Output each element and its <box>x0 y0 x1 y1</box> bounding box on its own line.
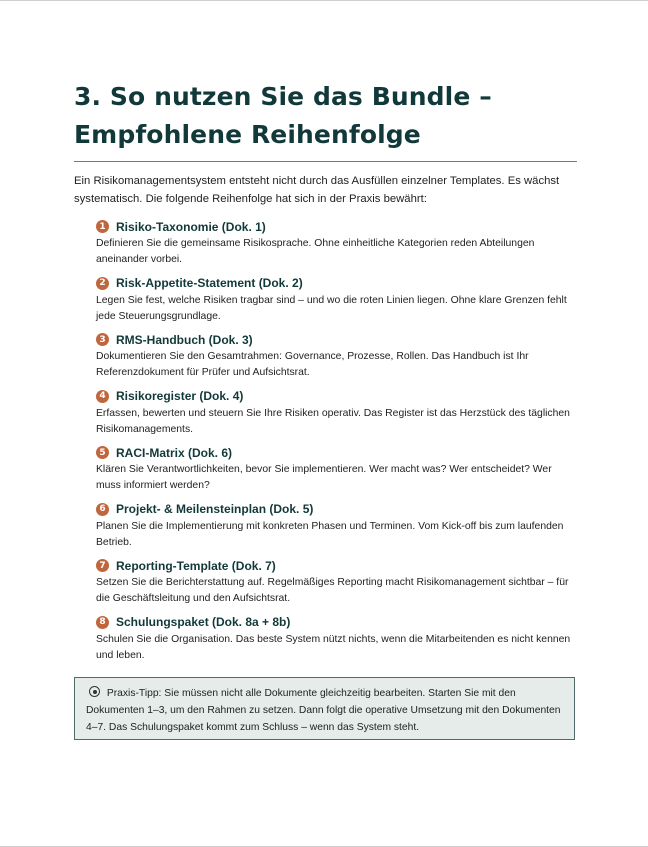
step-item <box>96 275 577 325</box>
step-item <box>96 444 577 494</box>
step-description: Planen Sie die Implementierung mit konkreten Phasen und Terminen. Vom Kick-off bis zum laufenden Betrieb. <box>96 520 564 548</box>
step-header <box>96 331 577 348</box>
step-title: RMS-Handbuch (Dok. 3) <box>116 332 253 347</box>
step-item <box>96 331 577 381</box>
step-number-badge: 1 <box>96 220 109 233</box>
step-title: Schulungspaket (Dok. 8a + 8b) <box>116 615 291 629</box>
step-header <box>96 614 577 631</box>
step-list <box>74 218 577 664</box>
step-description: Dokumentieren Sie den Gesamtrahmen: Governance, Prozesse, Rollen. Das Handbuch ist Ihr Referenzdokument für Prüfer und Aufsichtsrat. <box>96 351 529 378</box>
step-item <box>96 614 577 664</box>
step-title: Risk-Appetite-Statement (Dok. 2) <box>116 276 303 290</box>
step-item <box>96 557 577 607</box>
step-title: Projekt- & Meilensteinplan (Dok. 5) <box>116 502 314 516</box>
step-item <box>96 388 577 438</box>
step-item <box>96 501 577 551</box>
practice-tip-box <box>74 677 575 740</box>
step-header <box>96 275 577 292</box>
page-top-edge <box>0 0 648 1</box>
step-number-badge: 3 <box>96 333 109 346</box>
practice-tip-text: Praxis-Tipp: Sie müssen nicht alle Dokumente gleichzeitig bearbeiten. Starten Sie mit den Dokumenten 1–3, um den Rahmen zu setzen. Dann folgt die operative Umsetzung mit den Dokumenten 4–7. Das Schulungspaket kommt zum Schluss – wenn das System steht. <box>86 688 561 733</box>
step-header <box>96 557 577 574</box>
step-number-badge: 5 <box>96 446 109 459</box>
intro-paragraph: Ein Risikomanagementsystem entsteht nicht durch das Ausfüllen einzelner Templates. Es wächst systematisch. Die folgende Reihenfolge hat sich in der Praxis bewährt: <box>74 175 560 205</box>
step-description: Klären Sie Verantwortlichkeiten, bevor Sie implementieren. Wer macht was? Wer entscheidet? Wer muss informiert werden? <box>96 464 552 491</box>
step-description: Setzen Sie die Berichterstattung auf. Regelmäßiges Reporting macht Risikomanagement sichtbar – für die Geschäftsleitung und den Aufsichtsrat. <box>96 577 569 604</box>
step-number-badge: 7 <box>96 559 109 572</box>
step-title: Reporting-Template (Dok. 7) <box>116 558 276 573</box>
step-number-badge: 2 <box>96 277 109 290</box>
target-icon <box>89 686 100 697</box>
step-number-badge: 8 <box>96 616 109 629</box>
step-description: Legen Sie fest, welche Risiken tragbar sind – und wo die roten Linien liegen. Ohne klare Grenzen fehlt jede Steuerungsgrundlage. <box>96 294 567 322</box>
step-description: Schulen Sie die Organisation. Das beste System nützt nichts, wenn die Mitarbeitenden es nicht kennen und leben. <box>96 633 571 661</box>
step-description: Erfassen, bewerten und steuern Sie Ihre Risiken operativ. Das Register ist das Herzstück des täglichen Risikomanagements. <box>96 407 570 435</box>
step-title: RACI-Matrix (Dok. 6) <box>116 445 233 460</box>
step-number-badge: 4 <box>96 390 109 403</box>
step-header <box>96 444 577 461</box>
step-description: Definieren Sie die gemeinsame Risikosprache. Ohne einheitliche Kategorien reden Abteilungen aneinander vorbei. <box>96 238 535 265</box>
heading-divider <box>74 161 577 162</box>
section-content <box>74 78 577 670</box>
step-header <box>96 388 577 405</box>
step-header <box>96 501 577 518</box>
step-title: Risiko-Taxonomie (Dok. 1) <box>116 219 266 234</box>
step-header <box>96 218 577 235</box>
step-title: Risikoregister (Dok. 4) <box>116 389 244 403</box>
step-number-badge: 6 <box>96 503 109 516</box>
step-item <box>96 218 577 268</box>
section-heading: 3. So nutzen Sie das Bundle – Empfohlene Reihenfolge <box>74 82 492 149</box>
